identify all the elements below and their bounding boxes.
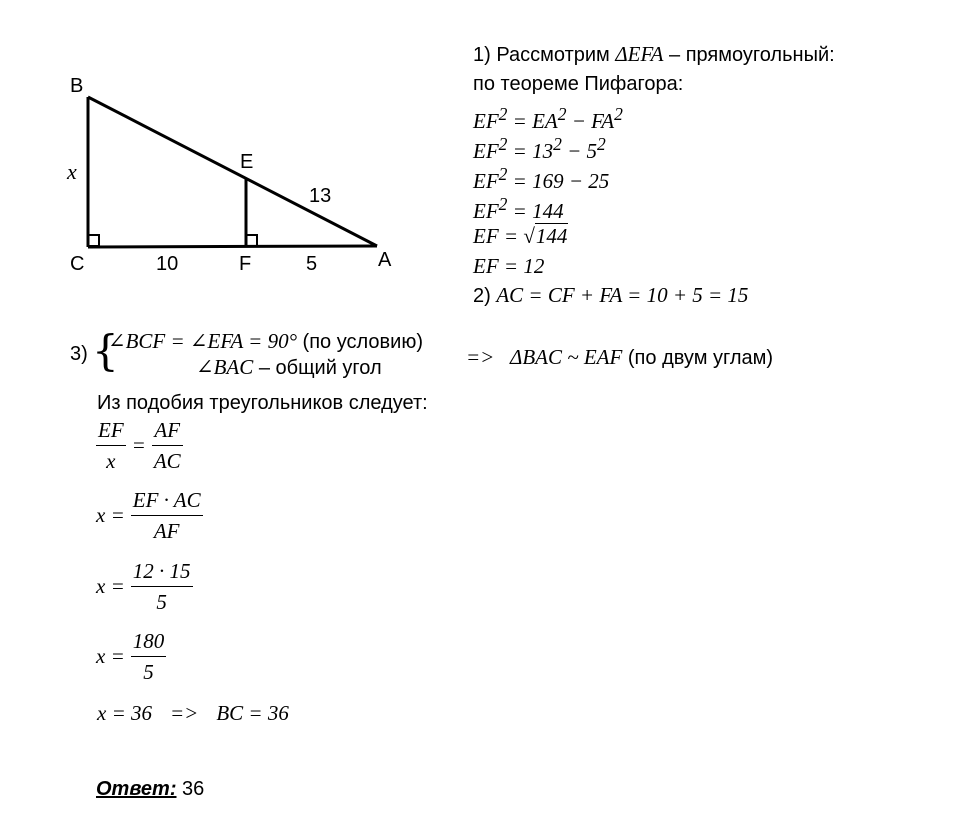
label-x: x xyxy=(67,159,77,184)
label-b: B xyxy=(70,75,84,97)
denominator: AC xyxy=(153,449,181,473)
sqrt-radicand: 144 xyxy=(535,224,568,248)
final-left: x = 36 xyxy=(97,701,152,725)
implies-arrow: => xyxy=(466,345,495,369)
answer-value: 36 xyxy=(176,778,205,800)
step1-heading xyxy=(473,40,835,69)
sqrt-sign: √ xyxy=(523,224,535,248)
triangle-figure xyxy=(0,0,420,290)
final-implies: => xyxy=(170,701,199,725)
x-equals: x = xyxy=(96,574,125,598)
equals-sign: = xyxy=(131,433,146,457)
condition-1 xyxy=(108,327,423,356)
fraction-af-ac xyxy=(152,415,183,476)
numerator: AF xyxy=(152,415,183,446)
sup: 2 xyxy=(553,134,562,154)
eq3-lhs: EF xyxy=(473,169,499,193)
label-cf: 10 xyxy=(156,253,179,275)
cond1-math: ∠BCF = ∠EFA = 90° xyxy=(108,329,297,353)
eq4-rhs: = 144 xyxy=(512,199,564,223)
step1-line2: по теореме Пифагора: xyxy=(473,73,684,95)
x-equals: x = xyxy=(96,503,125,527)
sup: 2 xyxy=(614,104,623,124)
eq5-lhs: EF = xyxy=(473,224,524,248)
cond2-text: – общий угол xyxy=(253,357,382,379)
step2-equation: AC = CF + FA = 10 + 5 = 15 xyxy=(496,283,749,307)
step2-prefix: 2) xyxy=(473,285,497,307)
solve-x xyxy=(96,485,203,546)
compute-x xyxy=(96,626,166,687)
sup: 2 xyxy=(498,104,508,124)
step3-prefix: 3) xyxy=(70,343,88,365)
denominator: 5 xyxy=(156,590,167,614)
eq1-rhs-a: = EA xyxy=(512,109,558,133)
right-angle-f xyxy=(246,235,257,246)
label-f: F xyxy=(239,253,252,275)
numerator: EF xyxy=(96,415,126,446)
eq2-rhs-a: = 13 xyxy=(512,139,554,163)
side-ca xyxy=(88,246,377,247)
step1-prefix: 1) Рассмотрим xyxy=(473,44,616,66)
numerator: 12 · 15 xyxy=(131,556,193,587)
sup: 2 xyxy=(498,134,508,154)
eq-ef-result: EF = 12 xyxy=(473,254,545,278)
eq2-rhs-b: − 5 xyxy=(567,139,597,163)
label-c: C xyxy=(70,253,85,275)
system-brace: { xyxy=(92,326,119,375)
numerator: EF · AC xyxy=(131,485,203,516)
final-right: BC = 36 xyxy=(216,701,289,725)
condition-2 xyxy=(196,353,382,382)
follows-text: Из подобия треугольников следует: xyxy=(97,392,428,414)
similar-text: (по двум углам) xyxy=(622,347,774,369)
numerator: 180 xyxy=(131,626,167,657)
denominator: x xyxy=(106,449,116,473)
label-a: A xyxy=(378,249,392,271)
fraction-substitute xyxy=(131,556,193,617)
label-e: E xyxy=(240,151,254,173)
eq3-rhs: = 169 − 25 xyxy=(512,169,610,193)
proportion xyxy=(96,415,183,476)
cond1-text: (по условию) xyxy=(297,331,423,353)
label-fa: 5 xyxy=(306,253,318,275)
right-angle-c xyxy=(88,235,99,246)
x-equals: x = xyxy=(96,644,125,668)
fraction-ef-x xyxy=(96,415,126,476)
similarity-statement xyxy=(510,343,773,372)
sup: 2 xyxy=(498,194,508,214)
step1-suffix: – прямоугольный: xyxy=(663,44,835,66)
similar-math: ΔBAC ~ EAF xyxy=(510,345,623,369)
label-ea: 13 xyxy=(309,185,332,207)
answer xyxy=(96,775,204,803)
substitute-x xyxy=(96,556,193,617)
eq-sqrt xyxy=(473,222,568,250)
cond2-math: ∠BAC xyxy=(196,355,254,379)
final-result xyxy=(97,699,289,727)
eq4-lhs: EF xyxy=(473,199,499,223)
denominator: AF xyxy=(153,519,180,543)
denominator: 5 xyxy=(143,660,154,684)
triangle-efa: ΔEFA xyxy=(615,42,664,66)
sup: 2 xyxy=(498,164,508,184)
side-ba xyxy=(88,97,377,246)
eq2-lhs: EF xyxy=(473,139,499,163)
eq1-rhs-b: − FA xyxy=(571,109,615,133)
answer-label: Ответ: xyxy=(96,778,177,800)
fraction-solve xyxy=(131,485,203,546)
fraction-compute xyxy=(131,626,167,687)
eq-144 xyxy=(473,190,564,225)
sup: 2 xyxy=(597,134,606,154)
sup: 2 xyxy=(557,104,567,124)
step2 xyxy=(473,281,748,310)
eq1-lhs: EF xyxy=(473,109,499,133)
